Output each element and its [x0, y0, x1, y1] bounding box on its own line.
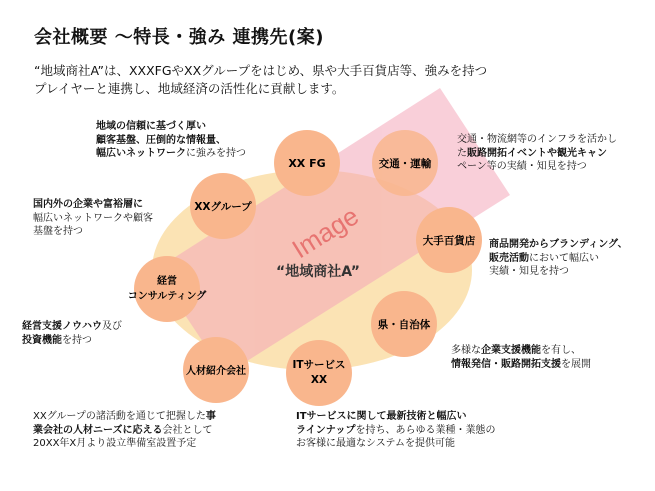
desc-xxgroup	[33, 198, 153, 239]
desc-xxfg	[96, 120, 246, 161]
desc-kotsu	[457, 133, 617, 174]
node-ken[interactable]	[371, 291, 437, 357]
node-it[interactable]	[286, 340, 352, 406]
node-label: XX FG	[288, 157, 326, 170]
node-label-line-1: ITサービス	[292, 359, 346, 371]
desc-line: 多様な企業支援機能を有し、	[451, 345, 581, 356]
node-label-line-2: コンサルティング	[127, 291, 207, 302]
desc-line: 投資機能を持つ	[22, 334, 92, 346]
desc-line: 実績・知見を持つ	[489, 266, 569, 277]
desc-line: た販路開拓イベントや観光キャン	[457, 147, 607, 159]
desc-keiei	[22, 320, 122, 347]
desc-daimaru	[489, 238, 628, 279]
node-label: XXグループ	[194, 201, 252, 213]
desc-line: ペーン等の実績・知見を持つ	[457, 161, 587, 172]
desc-line: 顧客基盤、圧倒的な情報量、	[96, 134, 226, 146]
desc-line: 幅広いネットワークや顧客	[33, 212, 153, 224]
watermark-text: Image	[286, 200, 364, 265]
desc-ken	[451, 344, 591, 371]
desc-line: 幅広いネットワークに強みを持つ	[96, 148, 246, 159]
desc-line: 地域の信頼に基づく厚い	[96, 121, 206, 132]
desc-line: 業会社の人材ニーズに応える会社として	[33, 424, 213, 436]
node-daimaru[interactable]	[416, 207, 482, 273]
center-label: “地域商社A”	[276, 264, 360, 280]
node-xxfg[interactable]	[274, 130, 340, 196]
desc-line: 基盤を持つ	[33, 226, 83, 237]
node-label-line-2: XX	[310, 374, 328, 386]
node-label: 人材紹介会社	[186, 366, 246, 377]
desc-it	[296, 410, 496, 451]
desc-line: 販売活動において幅広い	[489, 252, 599, 264]
node-label-line-1: 経営	[157, 276, 177, 287]
page-title: 会社概要 ～特長・強み 連携先(案)	[34, 27, 324, 48]
desc-line: ラインナップを持ち、あらゆる業種・業態の	[296, 424, 496, 436]
node-label: 大手百貨店	[422, 235, 476, 247]
desc-line: 国内外の企業や富裕層に	[33, 199, 143, 210]
desc-line: ITサービスに関して最新技術と幅広い	[296, 411, 467, 422]
desc-line: 経営支援ノウハウ及び	[22, 321, 122, 332]
node-xxgroup[interactable]	[190, 173, 256, 239]
desc-line: 20XX年X月より設立準備室設置予定	[33, 438, 197, 449]
desc-line: お客様に最適なシステムを提供可能	[296, 438, 455, 449]
lead-line-2: プレイヤーと連携し、地域経済の活性化に貢献します。	[34, 81, 345, 96]
desc-line: 情報発信・販路開拓支援を展開	[451, 358, 591, 370]
lead-line-1: “地域商社A”は、XXXFGやXXグループをはじめ、県や大手百貨店等、強みを持つ	[34, 63, 488, 78]
node-label: 交通・運輸	[378, 158, 432, 170]
desc-line: 商品開発からブランディング、	[489, 239, 628, 250]
node-kotsu[interactable]	[372, 130, 438, 196]
node-label: 県・自治体	[377, 319, 431, 331]
desc-jinzai	[33, 410, 216, 451]
node-jinzai[interactable]	[183, 337, 249, 403]
desc-line: XXグループの諸活動を通じて把握した事	[33, 411, 216, 422]
desc-line: 交通・物流網等のインフラを活かし	[457, 134, 617, 145]
